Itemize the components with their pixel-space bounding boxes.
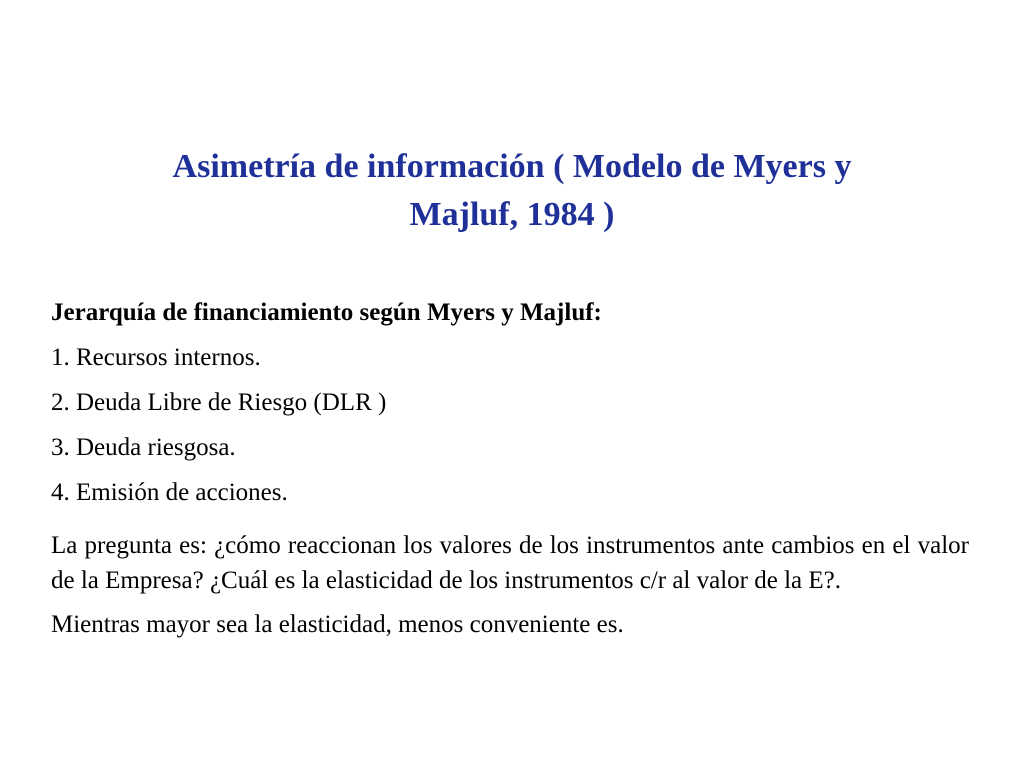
list-item-1: 1. Recursos internos.	[51, 344, 261, 371]
financing-hierarchy-list	[51, 340, 969, 520]
conclusion-paragraph: Mientras mayor sea la elasticidad, menos conveniente es.	[51, 611, 624, 638]
slide-body	[51, 295, 969, 642]
list-item-2: 2. Deuda Libre de Riesgo (DLR )	[51, 389, 387, 416]
list-item-3: 3. Deuda riesgosa.	[51, 434, 236, 461]
title-line-1: Asimetría de información ( Modelo de Myers y	[172, 148, 852, 185]
slide-title	[60, 143, 964, 239]
title-line-2: Majluf, 1984 )	[409, 196, 615, 233]
question-paragraph: La pregunta es: ¿cómo reaccionan los valores de los instrumentos ante cambios en el valor de la Empresa? ¿Cuál es la elasticidad de los instrumentos c/r al valor de la E?.	[51, 532, 969, 594]
list-item-4: 4. Emisión de acciones.	[51, 479, 288, 506]
list-heading: Jerarquía de financiamiento según Myers y Majluf:	[51, 299, 602, 326]
